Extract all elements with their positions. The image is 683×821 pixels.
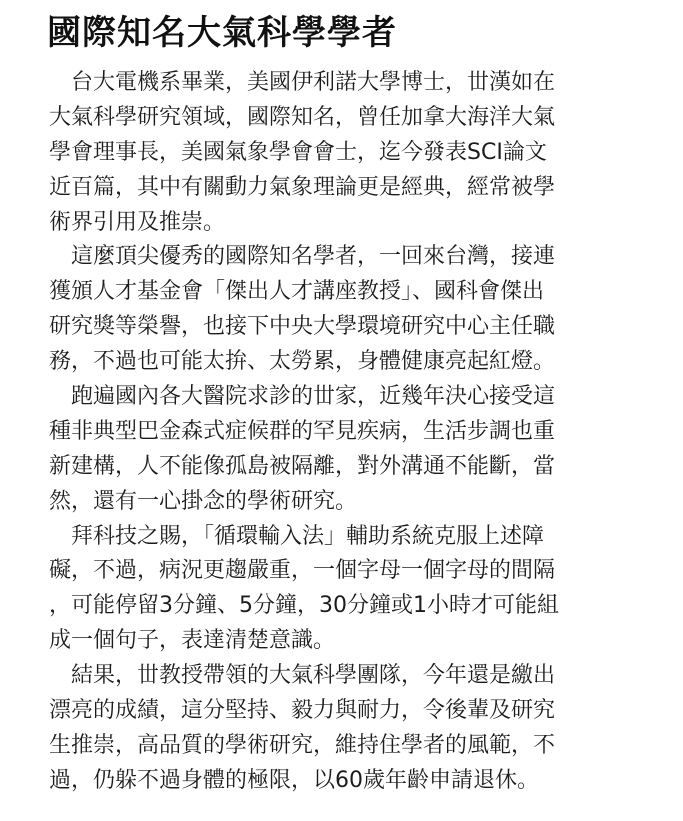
text-line: 過，仍躲不過身體的極限，以60歲年齡申請退休。 bbox=[49, 767, 539, 793]
text-line: 漂亮的成績，這分堅持、毅力與耐力，令後輩及研究 bbox=[49, 698, 556, 724]
text-line: 術界引用及推崇。 bbox=[49, 209, 226, 235]
text-line: 這麼頂尖優秀的國際知名學者，一回來台灣，接連 bbox=[49, 244, 556, 270]
text-line: 學會理事長，美國氣象學會會士，迄今發表SCI論文 bbox=[49, 139, 547, 165]
text-line: 台大電機系畢業，美國伊利諾大學博士，丗漢如在 bbox=[49, 70, 556, 95]
text-line: 結果，丗教授帶領的大氣科學團隊，今年還是繳出 bbox=[49, 663, 556, 689]
paragraph-3 bbox=[49, 380, 641, 520]
text-line: 成一個句子，表達清楚意識。 bbox=[49, 628, 336, 654]
paragraph-5 bbox=[49, 659, 641, 799]
text-line: 礙，不過，病況更趨嚴重，一個字母一個字母的間隔 bbox=[49, 558, 556, 584]
text-line: 務，不過也可能太拚、太勞累，身體健康亮起紅燈。 bbox=[49, 349, 556, 375]
text-line: 拜科技之賜，「循環輸入法」輔助系統克服上述障 bbox=[49, 523, 545, 549]
text-line: 大氣科學研究領域，國際知名，曾任加拿大海洋大氣 bbox=[49, 104, 556, 130]
text-line: ，可能停留3分鐘、5分鐘，30分鐘或1小時才可能組 bbox=[49, 593, 559, 619]
text-line: 獲頒人才基金會「傑出人才講座教授」、國科會傑出 bbox=[49, 279, 545, 305]
headline: 國際知名大氣科學學者 bbox=[47, 13, 397, 53]
text-line: 種非典型巴金森式症候群的罕見疾病，生活步調也重 bbox=[49, 418, 556, 444]
text-line: 跑遍國內各大醫院求診的丗家，近幾年決心接受這 bbox=[49, 384, 556, 410]
text-line: 生推崇，高品質的學術研究，維持住學者的風範，不 bbox=[49, 732, 556, 758]
article-body bbox=[49, 66, 641, 799]
paragraph-2 bbox=[49, 240, 641, 380]
text-line: 新建構，人不能像孤島被隔離，對外溝通不能斷，當 bbox=[49, 453, 556, 479]
text-line: 研究獎等榮譽，也接下中央大學環境研究中心主任職 bbox=[49, 314, 556, 340]
text-line: 近百篇，其中有關動力氣象理論更是經典，經常被學 bbox=[49, 174, 556, 200]
text-line: 然，還有一心掛念的學術研究。 bbox=[49, 488, 358, 514]
paragraph-4 bbox=[49, 520, 641, 660]
paragraph-1 bbox=[49, 66, 641, 240]
